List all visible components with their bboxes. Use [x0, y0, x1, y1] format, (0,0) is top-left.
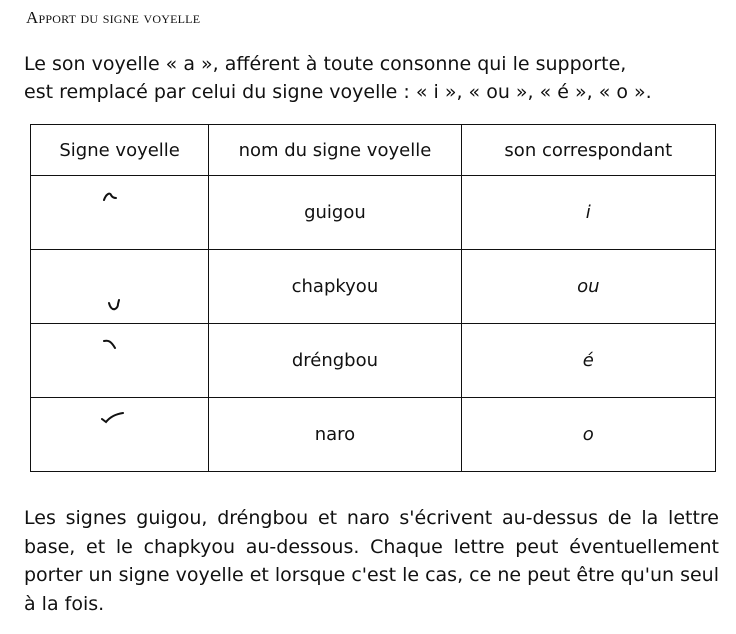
table-header-row: [31, 125, 716, 176]
chapkyou-vowel-sign-icon: [107, 298, 121, 312]
vowel-sound: i: [461, 176, 715, 250]
intro-paragraph: [24, 50, 724, 106]
table-row: [31, 176, 716, 250]
vowel-name: dréngbou: [209, 324, 461, 398]
vowel-sound: ou: [461, 250, 715, 324]
guigou-vowel-sign-icon: [103, 192, 117, 202]
section-heading: Apport du signe voyelle: [26, 8, 201, 27]
sign-cell: [31, 324, 209, 398]
vowel-name: chapkyou: [209, 250, 461, 324]
vowel-name: guigou: [209, 176, 461, 250]
drengbou-vowel-sign-icon: [103, 338, 117, 350]
table-row: [31, 250, 716, 324]
header-sound: son correspondant: [461, 125, 715, 176]
vowel-sound: o: [461, 398, 715, 472]
intro-line-1: Le son voyelle « a », afférent à toute consonne qui le supporte,: [24, 53, 627, 75]
header-name: nom du signe voyelle: [209, 125, 461, 176]
vowel-sound: é: [461, 324, 715, 398]
intro-line-2: est remplacé par celui du signe voyelle : « i », « ou », « é », « o ».: [24, 81, 652, 103]
header-sign: Signe voyelle: [31, 125, 209, 176]
naro-vowel-sign-icon: [101, 412, 125, 424]
sign-cell: [31, 176, 209, 250]
closing-paragraph: [24, 504, 719, 618]
table-row: [31, 324, 716, 398]
sign-cell: [31, 250, 209, 324]
vowel-name: naro: [209, 398, 461, 472]
table-row: [31, 398, 716, 472]
sign-cell: [31, 398, 209, 472]
closing-text: Les signes guigou, dréngbou et naro s'écrivent au-dessus de la lettre base, et le chapkyou au-dessous. Chaque lettre peut éventuellement porter un signe voyelle et lorsque c'est le cas, ce ne peut être qu'un seul à la fois.: [24, 507, 720, 615]
vowel-sign-table: [30, 124, 716, 472]
